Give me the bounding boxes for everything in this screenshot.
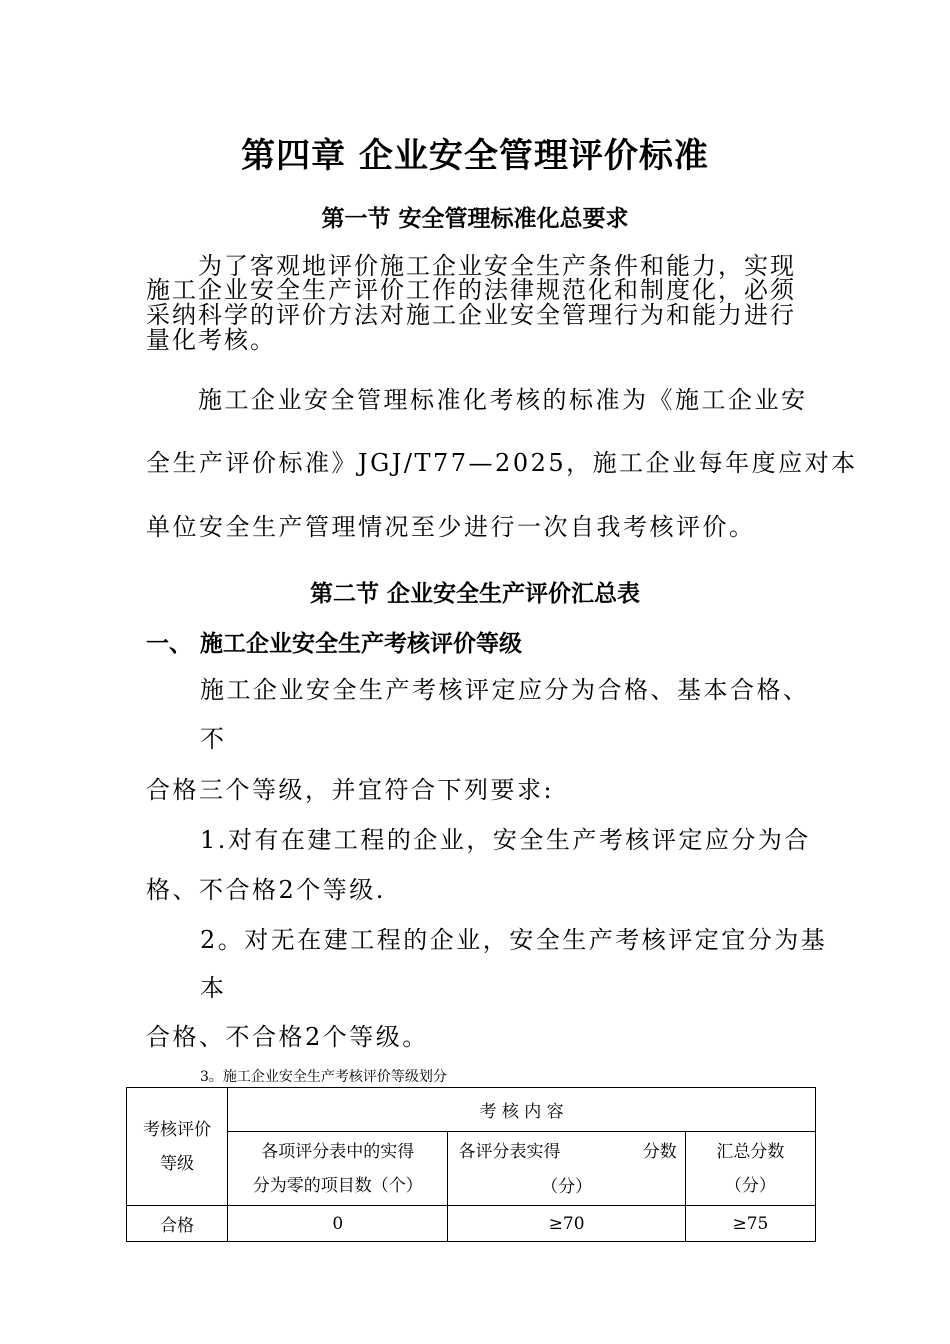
section-2-line-5: 格、不合格2个等级. [146, 876, 386, 904]
header-total-score [685, 1132, 815, 1206]
section-1-para1-line-1: 为了客观地评价施工企业安全生产条件和能力，实现 [198, 252, 796, 280]
section-1-para1-line-3: 采纳科学的评价方法对施工企业安全管理行为和能力进行 [146, 301, 796, 329]
row-level: 合格 [127, 1206, 228, 1242]
row-total-score: ≥75 [685, 1206, 815, 1242]
section-2-subheading: 一、 施工企业安全生产考核评价等级 [146, 631, 523, 657]
section-1-title: 第一节 安全管理标准化总要求 [321, 206, 629, 232]
section-1-para1-line-4: 量化考核。 [146, 326, 276, 354]
header-level-line-2: 等级 [160, 1153, 195, 1174]
header-zero-line-2: 分为零的项目数（个） [252, 1175, 423, 1196]
section-2-line-7: 本 [200, 974, 227, 1002]
row-zero-count: 0 [228, 1206, 448, 1242]
section-2-line-6: 2。对无在建工程的企业，安全生产考核评定宜分为基 [200, 926, 828, 954]
grade-table [126, 1087, 816, 1242]
section-2-line-2: 不 [200, 725, 227, 753]
header-level [127, 1088, 228, 1206]
section-2-line-3: 合格三个等级，并宜符合下列要求: [146, 776, 555, 804]
section-2-line-1: 施工企业安全生产考核评定应分为合格、基本合格、 [200, 676, 810, 704]
section-1-para2-line-1: 施工企业安全管理标准化考核的标准为《施工企业安 [198, 386, 808, 414]
header-total-line-2: （分） [724, 1175, 776, 1196]
table-row [127, 1206, 816, 1242]
table-caption: 3。施工企业安全生产考核评价等级划分 [200, 1069, 447, 1085]
section-1-para1-line-2: 施工企业安全生产评价工作的法律规范化和制度化，必须 [146, 276, 796, 304]
header-level-line-1: 考核评价 [143, 1119, 212, 1140]
section-2-line-4: 1.对有在建工程的企业，安全生产考核评定应分为合 [200, 826, 811, 854]
section-2-title: 第二节 企业安全生产评价汇总表 [309, 581, 640, 607]
header-zero-count [228, 1132, 448, 1206]
header-content: 考 核 内 容 [228, 1088, 816, 1132]
row-each-score: ≥70 [448, 1206, 685, 1242]
header-total-line-1: 汇总分数 [716, 1141, 785, 1162]
section-1-para2-line-2: 全生产评价标准》JGJ/T77—2025，施工企业每年度应对本 [146, 449, 858, 477]
header-zero-line-1: 各项评分表中的实得 [261, 1141, 415, 1162]
header-each-right: 分数 [642, 1141, 677, 1162]
chapter-title: 第四章 企业安全管理评价标准 [241, 136, 709, 176]
header-each-unit: （分） [541, 1176, 593, 1197]
header-each-left: 各评分表实得 [458, 1141, 561, 1162]
section-1-para2-line-3: 单位安全生产管理情况至少进行一次自我考核评价。 [146, 513, 756, 541]
section-2-line-8: 合格、不合格2个等级。 [146, 1023, 429, 1051]
header-each-score [448, 1132, 685, 1206]
